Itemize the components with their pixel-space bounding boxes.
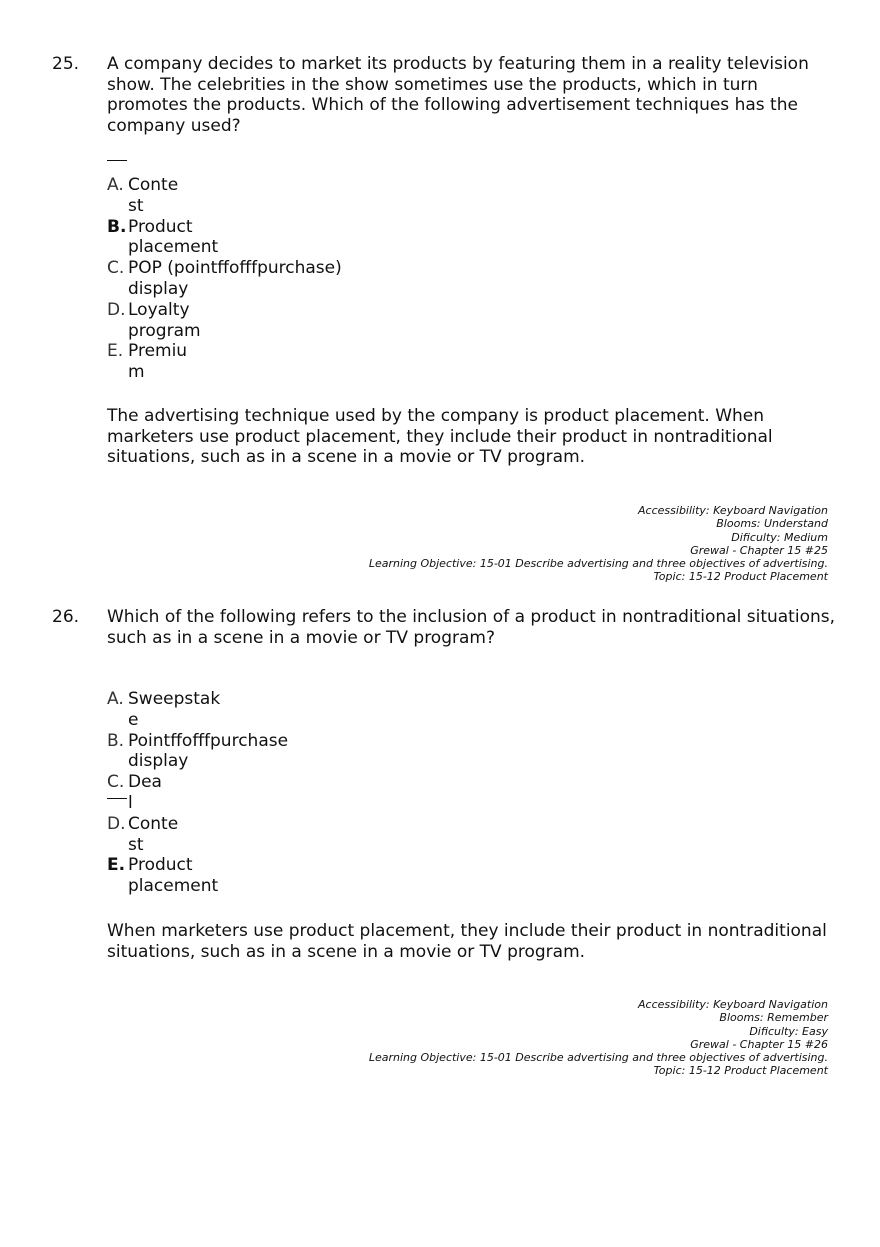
meta-source: Grewal - Chapter 15 #25 xyxy=(690,543,828,557)
answer-options xyxy=(107,175,342,383)
option-b xyxy=(107,217,342,259)
option-d xyxy=(107,300,342,342)
explanation-text: The advertising technique used by the company is product placement. When marketers use product placement, they include their product in nontraditional situations, such as in a scene in a movie or TV program. xyxy=(107,406,773,467)
explanation-text: When marketers use product placement, they include their product in nontraditional situations, such as in a scene in a movie or TV program. xyxy=(107,921,827,962)
option-letter: D. xyxy=(107,299,126,320)
option-letter: E. xyxy=(107,341,124,362)
answer-blank xyxy=(107,798,127,799)
option-text: Conte st xyxy=(128,813,179,855)
option-letter-correct: E. xyxy=(107,855,126,876)
option-letter-correct: B. xyxy=(107,216,127,237)
meta-difficulty: Diﬁculty: Easy xyxy=(749,1024,828,1038)
answer-options xyxy=(107,689,288,897)
option-c xyxy=(107,258,342,300)
option-letter: A. xyxy=(107,689,124,709)
option-a xyxy=(107,689,288,731)
option-letter: D. xyxy=(107,813,126,834)
meta-topic: Topic: 15-12 Product Placement xyxy=(653,570,828,584)
question-metadata xyxy=(369,998,828,1078)
option-text: Sweepstak e xyxy=(128,689,221,730)
question-number: 26. xyxy=(52,607,80,627)
option-text: POP (pointffofffpurchase) display xyxy=(128,258,342,299)
meta-blooms: Blooms: Remember xyxy=(719,1011,828,1025)
option-text: Dea l xyxy=(128,772,162,813)
option-text: Pointffofffpurchase display xyxy=(128,730,289,772)
answer-blank xyxy=(107,160,127,161)
option-letter: C. xyxy=(107,772,125,793)
meta-objective: Learning Objective: 15-01 Describe advertising and three objectives of advertising. xyxy=(368,1051,828,1065)
meta-topic: Topic: 15-12 Product Placement xyxy=(653,1064,828,1078)
option-b xyxy=(107,731,288,773)
meta-accessibility: Accessibility: Keyboard Navigation xyxy=(638,504,828,517)
meta-objective: Learning Objective: 15-01 Describe advertising and three objectives of advertising. xyxy=(368,557,828,571)
option-e xyxy=(107,341,342,383)
question-number: 25. xyxy=(52,54,80,74)
option-text: Premiu m xyxy=(128,341,188,383)
option-d xyxy=(107,814,288,856)
option-text: Product placement xyxy=(128,216,219,258)
option-letter: A. xyxy=(107,175,124,195)
meta-blooms: Blooms: Understand xyxy=(716,517,828,531)
meta-source: Grewal - Chapter 15 #26 xyxy=(690,1037,828,1051)
option-letter: B. xyxy=(107,730,125,751)
option-text: Product placement xyxy=(128,855,219,897)
meta-accessibility: Accessibility: Keyboard Navigation xyxy=(638,998,828,1011)
question-metadata xyxy=(369,504,828,584)
option-a xyxy=(107,175,342,217)
option-letter: C. xyxy=(107,258,125,279)
option-c xyxy=(107,772,288,814)
option-text: Loyalty program xyxy=(128,299,201,341)
option-e xyxy=(107,855,288,897)
option-text: Conte st xyxy=(128,175,179,216)
question-text: Which of the following refers to the inclusion of a product in nontraditional situations, such as in a scene in a movie or TV program? xyxy=(107,607,836,648)
question-text: A company decides to market its products by featuring them in a reality television show. The celebrities in the show sometimes use the products, which in turn promotes the products. Which of the following advertisement techniques has the company used? xyxy=(107,54,809,136)
meta-difficulty: Diﬁculty: Medium xyxy=(731,530,828,544)
